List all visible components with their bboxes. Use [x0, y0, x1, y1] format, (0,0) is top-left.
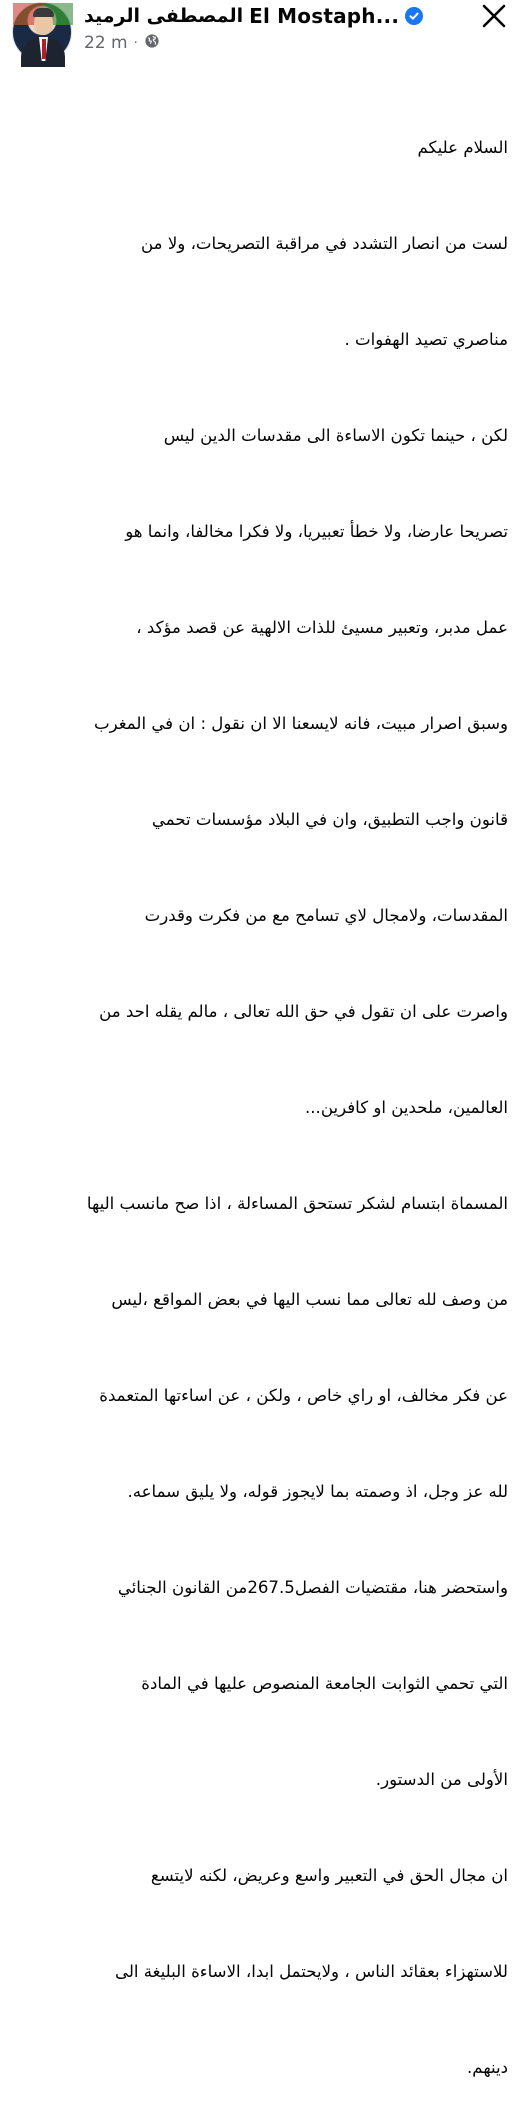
- post-line: مناصري تصيد الهفوات .: [344, 330, 508, 349]
- post-line: قانون واجب التطبيق، وان في البلاد مؤسسات تحمي: [151, 810, 508, 829]
- avatar-tie: [42, 39, 46, 59]
- post-line: المقدسات، ولامجال لاي تسامح مع من فكرت وقدرت: [144, 906, 508, 925]
- globe-icon[interactable]: [144, 33, 160, 54]
- close-button[interactable]: [474, 0, 514, 32]
- post-line: تصريحا عارضا، ولا خطأ تعبيريا، ولا فكرا مخالفا، وانما هو: [125, 522, 508, 541]
- post-line: واصرت على ان تقول في حق الله تعالى ، مالم يقله احد من: [99, 1002, 508, 1021]
- verified-badge-icon: [405, 7, 423, 25]
- post-line: للاستهزاء بعقائد الناس ، ولايحتمل ابدا، الاساءة البليغة الى: [114, 1962, 508, 1981]
- post-line: المسماة ابتسام لشكر تستحق المساءلة ، اذا صح مانسب اليها: [86, 1194, 508, 1213]
- post-line: من وصف لله تعالى مما نسب اليها في بعض المواقع ،ليس: [111, 1290, 508, 1309]
- post-timestamp[interactable]: 22 m: [84, 33, 128, 53]
- post-line: التي تحمي الثوابت الجامعة المنصوص عليها في المادة: [141, 1674, 508, 1693]
- post-line: وسبق اصرار مبيت، فانه لايسعنا الا ان نقول : ان في المغرب: [94, 714, 508, 733]
- post-meta: [84, 32, 160, 54]
- post-line: عن فكر مخالف، او راي خاص ، ولكن ، عن اساءتها المتعمدة: [99, 1386, 508, 1405]
- post-line: العالمين، ملحدين او كافرين...: [305, 1098, 508, 1117]
- meta-separator: ·: [133, 35, 138, 51]
- post-line: عمل مدبر، وتعبير مسيئ للذات الالهية عن قصد مؤكد ،: [136, 618, 508, 637]
- author-name-row[interactable]: [84, 2, 424, 30]
- post-line: دينهم.: [467, 2058, 508, 2077]
- avatar-hair: [33, 8, 54, 17]
- post-line: السلام عليكم: [417, 138, 508, 157]
- close-icon: [481, 3, 507, 29]
- post-body: [12, 68, 508, 2116]
- post-line: لله عز وجل، اذ وصمته بما لايجوز قوله، ولا يليق سماعه.: [127, 1482, 508, 1501]
- author-name-latin[interactable]: El Mostaph...: [249, 4, 400, 28]
- post-header: [0, 0, 520, 62]
- avatar[interactable]: [12, 2, 72, 62]
- post-line: ان مجال الحق في التعبير واسع وعريض، لكنه لايتسع: [150, 1866, 508, 1885]
- post-line: الأولى من الدستور.: [375, 1770, 508, 1789]
- checkmark-icon: [408, 10, 420, 22]
- post-line: واستحضر هنا، مقتضيات الفصل267.5من القانون الجنائي: [117, 1578, 508, 1597]
- post-line: لست من انصار التشدد في مراقبة التصريحات، ولا من: [141, 234, 508, 253]
- audience-globe-icon: [144, 33, 160, 49]
- author-name-arabic[interactable]: المصطفى الرميد: [84, 5, 244, 27]
- post-line: لكن ، حينما تكون الاساءة الى مقدسات الدين ليس: [163, 426, 508, 445]
